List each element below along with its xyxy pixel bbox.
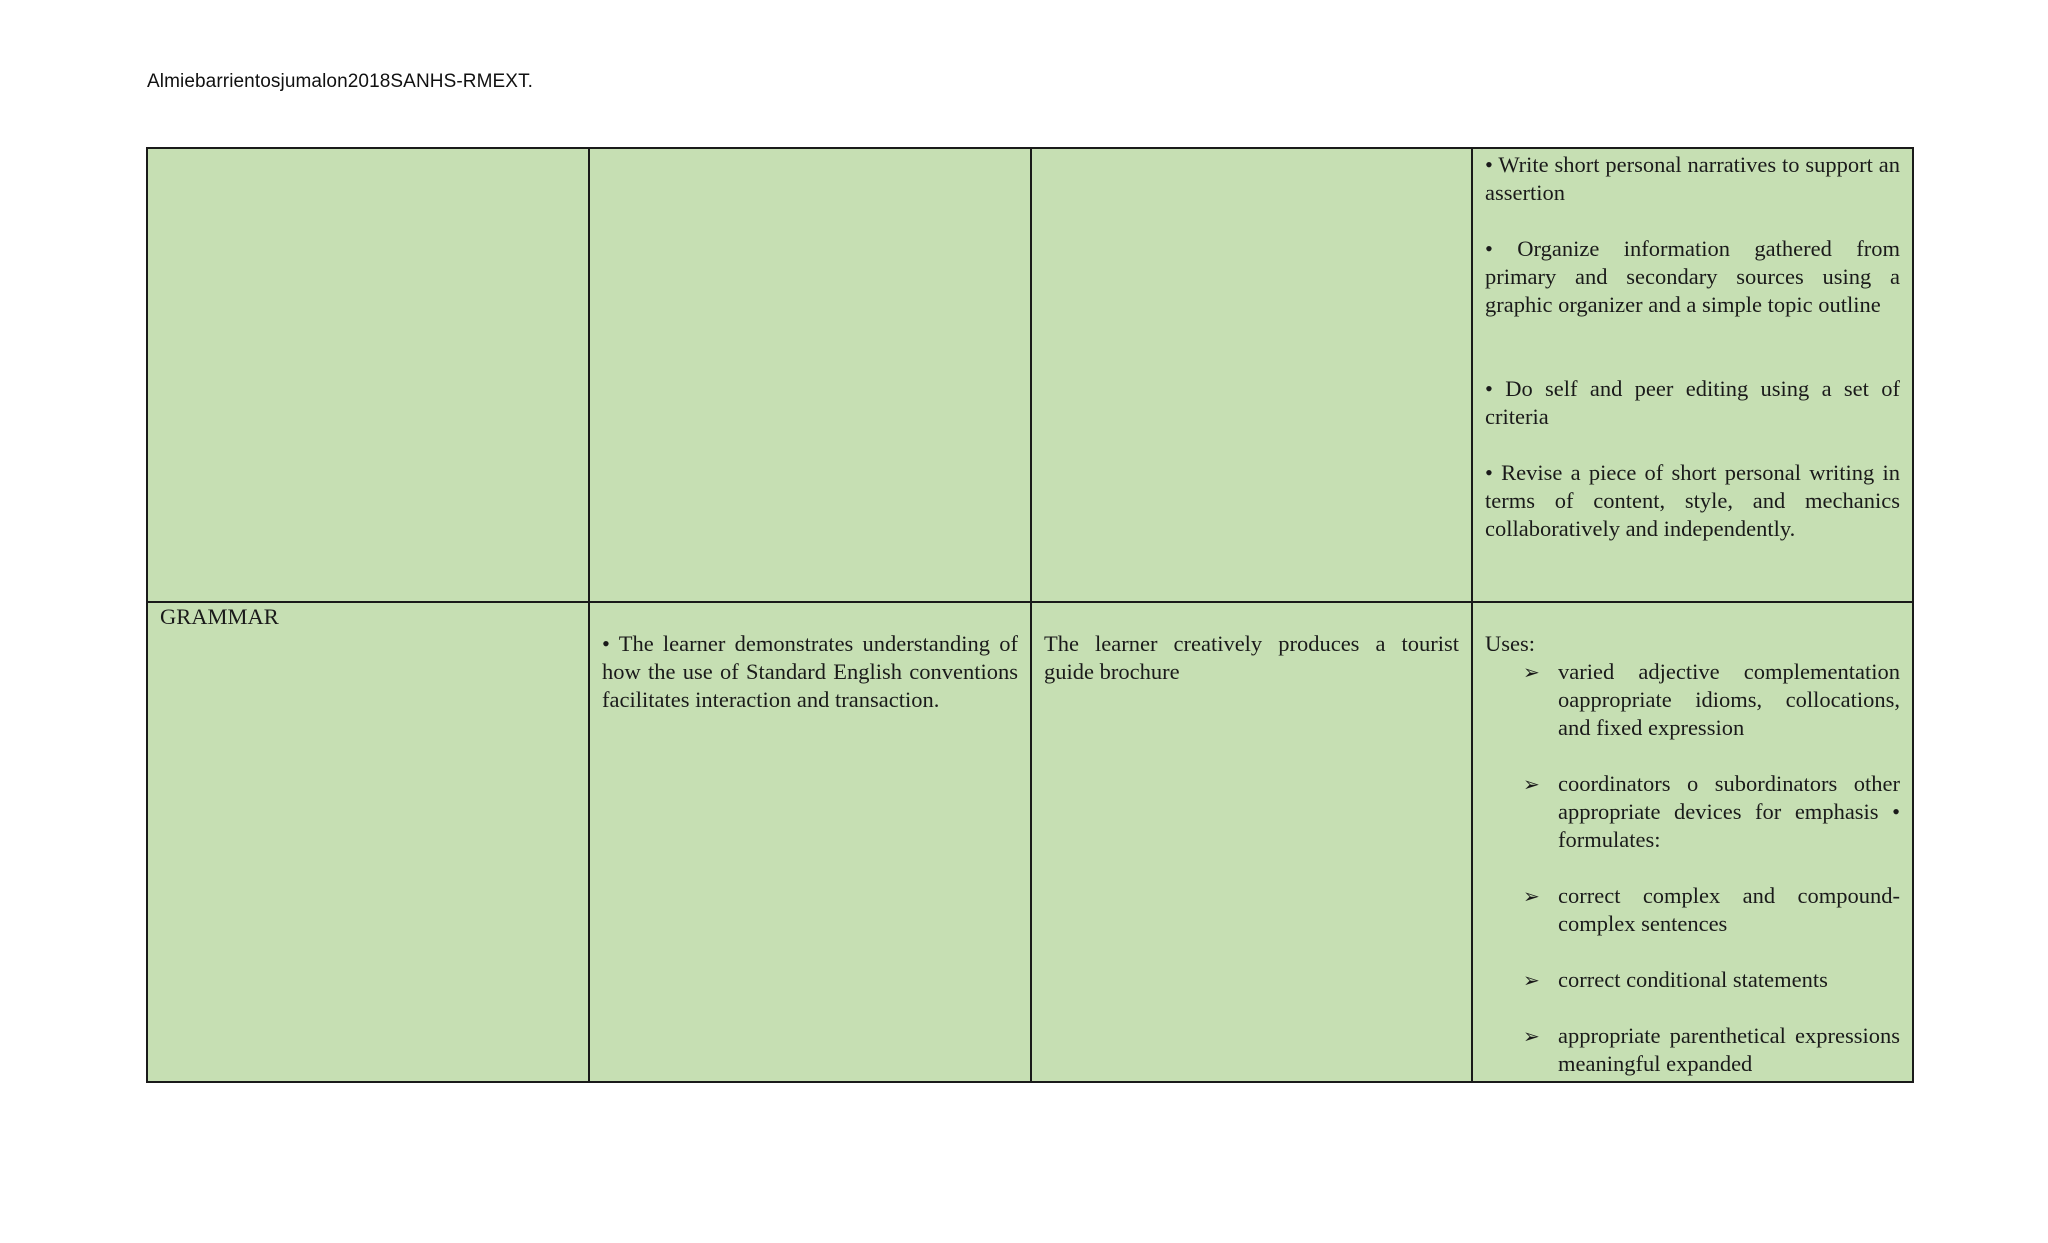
competency-item: • Revise a piece of short personal writing in terms of content, style, and mechanics collaboratively and independently. (1485, 460, 1900, 541)
table-row (147, 148, 1913, 602)
list-item (1485, 1022, 1900, 1078)
content-standard-cell (589, 148, 1031, 602)
list-item-text: varied adjective complementation oappropriate idioms, collocations, and fixed expression (1558, 659, 1900, 740)
competency-item: • Write short personal narratives to support an assertion (1485, 152, 1900, 205)
arrow-bullet-icon: ➢ (1523, 660, 1540, 684)
domain-cell (147, 602, 589, 1082)
page-header: Almiebarrientosjumalon2018SANHS-RMEXT. (147, 71, 534, 92)
list-item (1485, 882, 1900, 938)
competency-item: • Do self and peer editing using a set of criteria (1485, 376, 1900, 429)
list-item-text: correct conditional statements (1558, 967, 1828, 992)
content-standard-cell (589, 602, 1031, 1082)
list-item (1485, 770, 1900, 854)
domain-cell (147, 148, 589, 602)
domain-label: GRAMMAR (160, 604, 279, 629)
content-standard-text: • The learner demonstrates understanding of how the use of Standard English conventions facilitates interaction and transaction. (602, 631, 1018, 712)
competency-item: • Organize information gathered from primary and secondary sources using a graphic organizer and a simple topic outline (1485, 236, 1900, 317)
competencies-cell (1472, 148, 1913, 602)
competencies-cell (1472, 602, 1913, 1082)
performance-standard-cell (1031, 148, 1472, 602)
list-item (1485, 966, 1900, 994)
competency-list (1485, 658, 1900, 1078)
list-item (1485, 658, 1900, 742)
list-item-text: coordinators o subordinators other appropriate devices for emphasis • formulates: (1558, 771, 1900, 852)
list-item-text: appropriate parenthetical expressions meaningful expanded (1558, 1023, 1900, 1076)
arrow-bullet-icon: ➢ (1523, 968, 1540, 992)
curriculum-table (146, 147, 1914, 1083)
performance-standard-cell (1031, 602, 1472, 1082)
performance-standard-text: The learner creatively produces a tourist guide brochure (1044, 631, 1459, 684)
competencies-intro: Uses: (1485, 631, 1535, 656)
arrow-bullet-icon: ➢ (1523, 772, 1540, 796)
table-row (147, 602, 1913, 1082)
arrow-bullet-icon: ➢ (1523, 884, 1540, 908)
arrow-bullet-icon: ➢ (1523, 1024, 1540, 1048)
list-item-text: correct complex and compound-complex sentences (1558, 883, 1900, 936)
